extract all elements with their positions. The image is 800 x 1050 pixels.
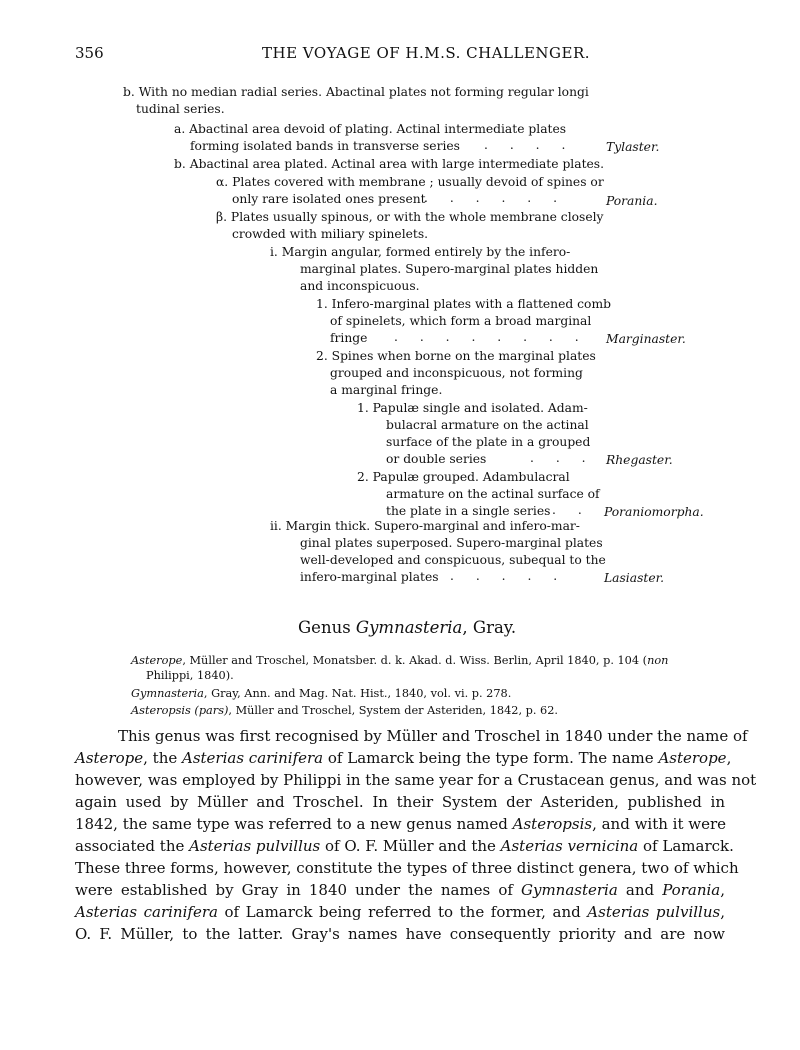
synonymy-entry: Asterope, Müller and Troschel, Monatsber. d. k. Akad. d. Wiss. Berlin, April 1840, p. 104 (non <box>131 654 669 667</box>
body-line: These three forms, however, constitute the types of three distinct genera, two of which <box>75 859 739 877</box>
key-b-b-line-1: b. Abactinal area plated. Actinal area with large intermediate plates. <box>174 157 605 171</box>
key-leader-dots: . . <box>552 503 591 517</box>
key-2-line-3: a marginal fringe. <box>330 383 443 397</box>
key-i-line-1: i. Margin angular, formed entirely by the infero- <box>270 245 571 259</box>
key-2-line-2: grouped and inconspicuous, not forming <box>330 366 583 380</box>
key-ii-line-2: ginal plates superposed. Supero-marginal plates <box>300 536 603 550</box>
key-2-2-line-3: the plate in a single series <box>386 504 551 518</box>
body-line: again used by Müller and Troschel. In their System der Asteriden, published in <box>75 793 725 811</box>
key-b-a-line-2: forming isolated bands in transverse series <box>190 139 460 153</box>
key-leader-dots: . . . . <box>484 138 575 152</box>
synonymy-entry: Gymnasteria, Gray, Ann. and Mag. Nat. Hist., 1840, vol. vi. p. 278. <box>131 687 512 700</box>
key-1-line-2: of spinelets, which form a broad marginal <box>330 314 592 328</box>
key-alpha-line-1: α. Plates covered with membrane ; usually devoid of spines or <box>216 175 604 189</box>
key-i-line-3: and inconspicuous. <box>300 279 420 293</box>
key-2-2-line-2: armature on the actinal surface of <box>386 487 600 501</box>
key-2-1-line-1: 1. Papulæ single and isolated. Adam- <box>357 401 588 415</box>
body-line: O. F. Müller, to the latter. Gray's names have consequently priority and are now <box>75 925 725 943</box>
body-line: 1842, the same type was referred to a new genus named Asteropsis, and with it were <box>75 815 727 833</box>
genus-rhegaster: Rhegaster. <box>606 453 673 467</box>
key-beta-line-2: crowded with miliary spinelets. <box>232 227 429 241</box>
synonymy-entry-continuation: Philippi, 1840). <box>146 669 234 682</box>
key-ii-line-4: infero-marginal plates <box>300 570 439 584</box>
key-b-line-1: b. With no median radial series. Abactinal plates not forming regular longi <box>123 85 589 99</box>
body-line: associated the Asterias pulvillus of O. F. Müller and the Asterias vernicina of Lamarck. <box>75 837 734 855</box>
genus-tylaster: Tylaster. <box>606 140 660 154</box>
key-leader-dots: . . . <box>530 451 595 465</box>
key-b-a-line-1: a. Abactinal area devoid of plating. Actinal intermediate plates <box>174 122 567 136</box>
body-line: however, was employed by Philippi in the same year for a Crustacean genus, and was not <box>75 771 757 789</box>
key-leader-dots: . . . . . . . . <box>394 330 588 344</box>
body-line: were established by Gray in 1840 under the names of Gymnasteria and Porania, <box>75 881 725 899</box>
key-beta-line-1: β. Plates usually spinous, or with the whole membrane closely <box>216 210 604 224</box>
genus-lasiaster: Lasiaster. <box>604 571 665 585</box>
running-head: THE VOYAGE OF H.M.S. CHALLENGER. <box>262 44 591 62</box>
key-1-line-3: fringe <box>330 331 368 345</box>
key-ii-line-1: ii. Margin thick. Supero-marginal and infero-mar- <box>270 519 580 533</box>
genus-porania: Porania. <box>606 194 658 208</box>
key-2-line-1: 2. Spines when borne on the marginal plates <box>316 349 596 363</box>
key-leader-dots: . . . . . . <box>424 191 566 205</box>
page-number: 356 <box>75 44 104 62</box>
key-ii-line-3: well-developed and conspicuous, subequal to the <box>300 553 606 567</box>
key-2-1-line-2: bulacral armature on the actinal <box>386 418 589 432</box>
key-2-2-line-1: 2. Papulæ grouped. Adambulacral <box>357 470 570 484</box>
genus-poraniomorpha: Poraniomorpha. <box>604 505 704 519</box>
key-2-1-line-4: or double series <box>386 452 487 466</box>
body-line: Asterias carinifera of Lamarck being referred to the former, and Asterias pulvillus, <box>75 903 725 921</box>
genus-heading: Genus Gymnasteria, Gray. <box>298 618 517 637</box>
synonymy-entry: Asteropsis (pars), Müller and Troschel, System der Asteriden, 1842, p. 62. <box>131 704 559 717</box>
key-leader-dots: . . . . . <box>450 569 567 583</box>
key-alpha-line-2: only rare isolated ones present <box>232 192 426 206</box>
key-b-line-2: tudinal series. <box>136 102 225 116</box>
body-line: Asterope, the Asterias carinifera of Lamarck being the type form. The name Asterope, <box>75 749 732 767</box>
key-i-line-2: marginal plates. Supero-marginal plates hidden <box>300 262 599 276</box>
genus-marginaster: Marginaster. <box>606 332 686 346</box>
key-1-line-1: 1. Infero-marginal plates with a flattened comb <box>316 297 611 311</box>
key-2-1-line-3: surface of the plate in a grouped <box>386 435 591 449</box>
body-line: This genus was first recognised by Müller and Troschel in 1840 under the name of <box>118 727 748 745</box>
